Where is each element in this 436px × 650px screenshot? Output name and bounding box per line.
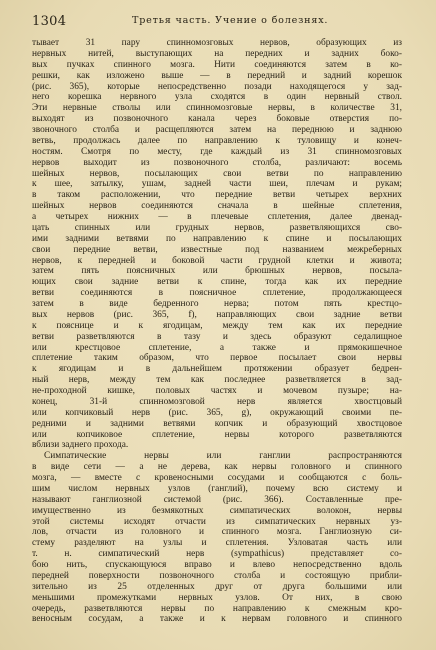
text-line: тывает 31 пару спинномозговых нервов, образующих из [32,38,402,48]
text-line: т. н. симпатический нерв (sympathicus) представляет со- [32,549,402,560]
text-line: ветви разветвляются в тазу и здесь образуют седалищное [32,331,402,342]
text-line: ющих свои задние ветви к спине, тогда как их передние [32,277,402,288]
text-line: имущественно из безмякотных симпатических волокон, нервы [32,505,402,516]
text-line: мозга, — вместе с кровеносными сосудами и сообщаются с боль- [32,473,402,483]
text-line: или крестцовое сплетение, а также и прямокишечное [32,342,402,353]
text-line: Эти нервные стволы или спинномозговые нервы, в количестве 31, [32,103,402,114]
text-line: конец, 31-й спинномозговой нерв является хвостцовый [32,396,402,407]
text-line: к пояснице и к ягодицам, между тем как их передние [32,320,402,331]
text-line: не-проходной кишке, половых частях и мочевом пузыре; на- [32,386,402,396]
text-line: вблизи заднего прохода. [32,440,129,451]
text-line: редними и задними ветвями копчик и образующий хвостцовое [32,418,402,429]
text-line: меньшими промежутками нервных узлов. От них, в свою [32,592,402,603]
text-line: ветви соединяются в поясничное сплетение, продолжающееся [32,288,402,299]
text-line: затем пять поясничных или брюшных нервов, посыла- [32,266,402,277]
text-line: нервов выходит из позвоночного столба, различают: восемь [32,157,402,168]
text-line: (рис. 365), которые непосредственно позади находящегося у зад- [32,81,402,92]
text-line: ностям. Смотря по месту, где каждый из 31 спинномозговых [32,146,402,157]
text-line: а четырех нижних — в плечевые сплетения, далее двенад- [32,212,402,222]
text-line: стему разделяют на узлы и сплетения. Узловатая часть или [32,538,402,549]
text-line: сплетение таким образом, что первое посылает свои нервы [32,353,402,364]
text-line: зительно из 25 отделенных друг от друга большими или [32,581,402,592]
text-line: вых пучках спинного мозга. Нити соединяются затем в ко- [32,59,402,70]
page-header [32,14,402,30]
text-line: называют ганглиозной системой (рис. 366). Составленные пре- [32,494,402,505]
text-line: или копчиковое сплетение, нервы которого разветвляются [32,429,402,440]
text-line: к шее, затылку, ушам, задней части шеи, плечам и рукам; [32,179,402,190]
text-line: вых нервов (рис. 365, f), направляющих свои задние ветви [32,309,402,320]
text-line: к ягодицам и в дальнейшем протяжении образует бедрен- [32,364,402,375]
text-line: него корешка нервного узла сходятся в один нервный ствол. [32,92,402,103]
text-line: или копчиковый нерв (рис. 365, g), окружающий своими пе- [32,407,402,418]
text-line: в таком расположении, что передние ветви четырех верхних [32,190,402,201]
text-line: передней поверхности позвоночного столба и состоящую прибли- [32,570,402,581]
text-line: звоночного столба и расщепляются затем на переднюю и заднюю [32,125,402,135]
text-line: очередь, разветвляются нервы по направлению к смежным кро- [32,603,402,614]
text-line: свои передние ветви, известные под названием межреберных [32,244,402,255]
body-text [32,38,402,625]
text-line: шейных нервов, посылающих свои ветви по направлению [32,168,402,179]
text-line: веносным сосудам, а также и к нервам головного и спинного [32,614,402,625]
text-line: в виде сети — а не дерева, как нервы головного и спинного [32,462,402,473]
text-line: лов, отчасти из головного и спинного мозга. Ганглиозную си- [32,527,402,538]
text-line: нервных нитей, выступающих на передних и задних боко- [32,48,402,59]
text-line: выходят из позвоночного канала через боковые отверстия по- [32,114,402,125]
text-line: цать спинных или грудных нервов, разветвляющихся сво- [32,222,402,233]
text-line: шим числом нервных узлов (ганглий), почему всю систему и [32,483,402,494]
text-line: ими задними ветвями по направлению к спине и посылающих [32,233,402,244]
text-line: решки, как изложено выше — в передний и задний корешок [32,70,402,81]
text-line: ный нерв, между тем как последнее разветвляется в зад- [32,375,402,386]
running-title: Третья часть. Учение о болезнях. [132,15,329,26]
text-line: Симпатические нервы или ганглии распространяются [44,451,402,462]
text-line: нервов, к передней и боковой части грудной клетки и живота; [32,255,402,266]
text-line: этой системы исходят отчасти из симпатических нервных уз- [32,516,402,527]
text-line: ветвь, продолжась далее по направлению к туловищу и конеч- [32,135,402,146]
text-line: бою нить, спускающуюся вправо и влево непосредственно вдоль [32,560,402,570]
page-number: 1304 [32,14,67,29]
text-line: затем в виде бедренного нерва; потом пять крестцо- [32,299,402,309]
text-line: шейных нервов соединяются сначала в шейные сплетения, [32,201,402,212]
